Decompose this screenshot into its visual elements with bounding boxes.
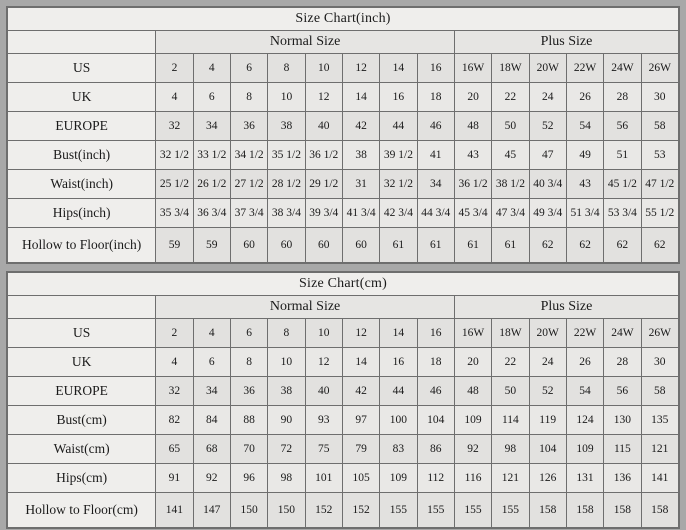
cell: 10 (305, 319, 342, 348)
cell: 97 (342, 406, 379, 435)
cell: 10 (268, 348, 305, 377)
table-row (8, 54, 679, 83)
cell: 24 (529, 83, 566, 112)
row-label: Waist(cm) (8, 435, 156, 464)
cell: 6 (193, 348, 230, 377)
cell: 68 (193, 435, 230, 464)
cell: 147 (193, 493, 230, 528)
cell: 158 (529, 493, 566, 528)
cell: 109 (566, 435, 603, 464)
cell: 46 (417, 112, 454, 141)
cell: 16 (380, 83, 417, 112)
cell: 61 (492, 228, 529, 263)
cell: 2 (156, 319, 193, 348)
cell: 34 1/2 (230, 141, 267, 170)
cell: 14 (342, 348, 379, 377)
cell: 70 (230, 435, 267, 464)
row-label: UK (8, 83, 156, 112)
cell: 155 (417, 493, 454, 528)
row-label: UK (8, 348, 156, 377)
cell: 126 (529, 464, 566, 493)
table-row (8, 435, 679, 464)
table-row (8, 319, 679, 348)
corner-cell (8, 296, 156, 319)
cell: 22 (492, 83, 529, 112)
table-row (8, 112, 679, 141)
cell: 58 (641, 377, 678, 406)
cell: 115 (604, 435, 641, 464)
group-header-plus: Plus Size (454, 31, 678, 54)
cell: 49 3/4 (529, 199, 566, 228)
cell: 12 (342, 319, 379, 348)
size-chart-cm (6, 271, 680, 529)
cell: 96 (230, 464, 267, 493)
table-row (8, 83, 679, 112)
cell: 24W (604, 54, 641, 83)
cell: 82 (156, 406, 193, 435)
table-group-row (8, 296, 679, 319)
table-row (8, 406, 679, 435)
cell: 53 (641, 141, 678, 170)
cell: 40 (305, 377, 342, 406)
cell: 34 (417, 170, 454, 199)
cell: 38 (268, 377, 305, 406)
cell: 22W (566, 319, 603, 348)
cell: 62 (604, 228, 641, 263)
corner-cell (8, 31, 156, 54)
cell: 28 1/2 (268, 170, 305, 199)
cell: 131 (566, 464, 603, 493)
cell: 26W (641, 54, 678, 83)
cell: 14 (380, 54, 417, 83)
cell: 42 (342, 377, 379, 406)
cell: 124 (566, 406, 603, 435)
cell: 34 (193, 377, 230, 406)
cell: 59 (193, 228, 230, 263)
cell: 59 (156, 228, 193, 263)
row-label: EUROPE (8, 377, 156, 406)
cell: 83 (380, 435, 417, 464)
cell: 158 (604, 493, 641, 528)
group-header-normal: Normal Size (156, 296, 455, 319)
cell: 152 (342, 493, 379, 528)
cell: 45 (492, 141, 529, 170)
cell: 105 (342, 464, 379, 493)
cell: 51 3/4 (566, 199, 603, 228)
table-group-row (8, 31, 679, 54)
cell: 54 (566, 112, 603, 141)
cell: 33 1/2 (193, 141, 230, 170)
cell: 41 (417, 141, 454, 170)
cell: 46 (417, 377, 454, 406)
row-label: EUROPE (8, 112, 156, 141)
cell: 104 (529, 435, 566, 464)
cell: 158 (641, 493, 678, 528)
cell: 38 (268, 112, 305, 141)
cell: 25 1/2 (156, 170, 193, 199)
cell: 61 (417, 228, 454, 263)
row-label: Hollow to Floor(cm) (8, 493, 156, 528)
cell: 84 (193, 406, 230, 435)
cell: 16W (454, 319, 491, 348)
cell: 6 (193, 83, 230, 112)
cell: 20 (454, 348, 491, 377)
cell: 98 (268, 464, 305, 493)
table-row (8, 199, 679, 228)
cell: 56 (604, 112, 641, 141)
cell: 28 (604, 83, 641, 112)
cell: 29 1/2 (305, 170, 342, 199)
cell: 22W (566, 54, 603, 83)
cell: 47 1/2 (641, 170, 678, 199)
cell: 36 (230, 112, 267, 141)
cell: 104 (417, 406, 454, 435)
cell: 8 (230, 83, 267, 112)
cell: 6 (230, 54, 267, 83)
cell: 50 (492, 112, 529, 141)
cell: 56 (604, 377, 641, 406)
cell: 50 (492, 377, 529, 406)
cell: 35 3/4 (156, 199, 193, 228)
cell: 26W (641, 319, 678, 348)
cell: 41 3/4 (342, 199, 379, 228)
cell: 43 (566, 170, 603, 199)
cell: 24 (529, 348, 566, 377)
cell: 150 (230, 493, 267, 528)
cell: 79 (342, 435, 379, 464)
cell: 62 (529, 228, 566, 263)
cell: 88 (230, 406, 267, 435)
cell: 92 (454, 435, 491, 464)
cell: 20W (529, 54, 566, 83)
cell: 18 (417, 348, 454, 377)
cell: 44 3/4 (417, 199, 454, 228)
cell: 40 (305, 112, 342, 141)
cell: 36 (230, 377, 267, 406)
cell: 8 (230, 348, 267, 377)
cell: 4 (156, 83, 193, 112)
cell: 16 (417, 319, 454, 348)
cell: 37 3/4 (230, 199, 267, 228)
table-title-row (8, 8, 679, 31)
table-row (8, 377, 679, 406)
cell: 150 (268, 493, 305, 528)
cell: 90 (268, 406, 305, 435)
table-row (8, 170, 679, 199)
page-title: Size Chart(inch) (8, 8, 679, 31)
row-label: Hips(inch) (8, 199, 156, 228)
cell: 16W (454, 54, 491, 83)
cell: 55 1/2 (641, 199, 678, 228)
cell: 116 (454, 464, 491, 493)
cell: 40 3/4 (529, 170, 566, 199)
cell: 18 (417, 83, 454, 112)
cell: 112 (417, 464, 454, 493)
cell: 20 (454, 83, 491, 112)
cell: 75 (305, 435, 342, 464)
cell: 38 3/4 (268, 199, 305, 228)
cell: 4 (193, 54, 230, 83)
cell: 30 (641, 83, 678, 112)
cell: 52 (529, 112, 566, 141)
cell: 49 (566, 141, 603, 170)
cell: 109 (454, 406, 491, 435)
row-label: Hollow to Floor(inch) (8, 228, 156, 263)
cell: 12 (305, 348, 342, 377)
cell: 4 (156, 348, 193, 377)
cell: 16 (417, 54, 454, 83)
cell: 48 (454, 377, 491, 406)
cell: 114 (492, 406, 529, 435)
cell: 155 (454, 493, 491, 528)
cell: 58 (641, 112, 678, 141)
cell: 16 (380, 348, 417, 377)
cell: 136 (604, 464, 641, 493)
cell: 38 1/2 (492, 170, 529, 199)
cell: 44 (380, 377, 417, 406)
cell: 10 (305, 54, 342, 83)
cell: 45 3/4 (454, 199, 491, 228)
row-label: Bust(inch) (8, 141, 156, 170)
cell: 32 1/2 (380, 170, 417, 199)
cell: 86 (417, 435, 454, 464)
table-title-row (8, 273, 679, 296)
cell: 32 1/2 (156, 141, 193, 170)
cell: 4 (193, 319, 230, 348)
cell: 32 (156, 377, 193, 406)
row-label: US (8, 54, 156, 83)
cell: 53 3/4 (604, 199, 641, 228)
cell: 35 1/2 (268, 141, 305, 170)
cell: 6 (230, 319, 267, 348)
table-row (8, 228, 679, 263)
cell: 20W (529, 319, 566, 348)
cell: 152 (305, 493, 342, 528)
cell: 109 (380, 464, 417, 493)
cell: 42 3/4 (380, 199, 417, 228)
cell: 45 1/2 (604, 170, 641, 199)
cell: 135 (641, 406, 678, 435)
cell: 24W (604, 319, 641, 348)
cell: 65 (156, 435, 193, 464)
cell: 101 (305, 464, 342, 493)
cell: 28 (604, 348, 641, 377)
cell: 121 (492, 464, 529, 493)
table-row (8, 464, 679, 493)
cell: 62 (566, 228, 603, 263)
cell: 26 1/2 (193, 170, 230, 199)
cell: 36 1/2 (305, 141, 342, 170)
cell: 72 (268, 435, 305, 464)
cell: 48 (454, 112, 491, 141)
row-label: Bust(cm) (8, 406, 156, 435)
cell: 60 (268, 228, 305, 263)
cell: 60 (305, 228, 342, 263)
cell: 44 (380, 112, 417, 141)
cell: 92 (193, 464, 230, 493)
cell: 60 (342, 228, 379, 263)
cell: 61 (380, 228, 417, 263)
cell: 38 (342, 141, 379, 170)
table-row (8, 493, 679, 528)
group-header-plus: Plus Size (454, 296, 678, 319)
cell: 54 (566, 377, 603, 406)
cell: 60 (230, 228, 267, 263)
cell: 39 3/4 (305, 199, 342, 228)
cell: 18W (492, 319, 529, 348)
cell: 12 (342, 54, 379, 83)
cell: 121 (641, 435, 678, 464)
cell: 34 (193, 112, 230, 141)
cell: 26 (566, 83, 603, 112)
cell: 31 (342, 170, 379, 199)
cell: 27 1/2 (230, 170, 267, 199)
cell: 26 (566, 348, 603, 377)
table-row (8, 348, 679, 377)
cell: 43 (454, 141, 491, 170)
cell: 155 (380, 493, 417, 528)
row-label: Waist(inch) (8, 170, 156, 199)
cell: 2 (156, 54, 193, 83)
size-chart-inch-table (7, 7, 679, 263)
table-row (8, 141, 679, 170)
size-chart-cm-table (7, 272, 679, 528)
size-chart-inch (6, 6, 680, 264)
cell: 141 (156, 493, 193, 528)
cell: 10 (268, 83, 305, 112)
cell: 98 (492, 435, 529, 464)
cell: 61 (454, 228, 491, 263)
cell: 32 (156, 112, 193, 141)
cell: 62 (641, 228, 678, 263)
cell: 158 (566, 493, 603, 528)
cell: 12 (305, 83, 342, 112)
cell: 141 (641, 464, 678, 493)
cell: 47 3/4 (492, 199, 529, 228)
cell: 14 (380, 319, 417, 348)
cell: 52 (529, 377, 566, 406)
cell: 8 (268, 319, 305, 348)
cell: 30 (641, 348, 678, 377)
cell: 42 (342, 112, 379, 141)
page-title: Size Chart(cm) (8, 273, 679, 296)
cell: 8 (268, 54, 305, 83)
cell: 130 (604, 406, 641, 435)
cell: 22 (492, 348, 529, 377)
cell: 14 (342, 83, 379, 112)
cell: 91 (156, 464, 193, 493)
cell: 47 (529, 141, 566, 170)
cell: 51 (604, 141, 641, 170)
cell: 100 (380, 406, 417, 435)
cell: 39 1/2 (380, 141, 417, 170)
group-header-normal: Normal Size (156, 31, 455, 54)
cell: 18W (492, 54, 529, 83)
cell: 119 (529, 406, 566, 435)
row-label: Hips(cm) (8, 464, 156, 493)
cell: 155 (492, 493, 529, 528)
row-label: US (8, 319, 156, 348)
cell: 36 1/2 (454, 170, 491, 199)
cell: 36 3/4 (193, 199, 230, 228)
cell: 93 (305, 406, 342, 435)
